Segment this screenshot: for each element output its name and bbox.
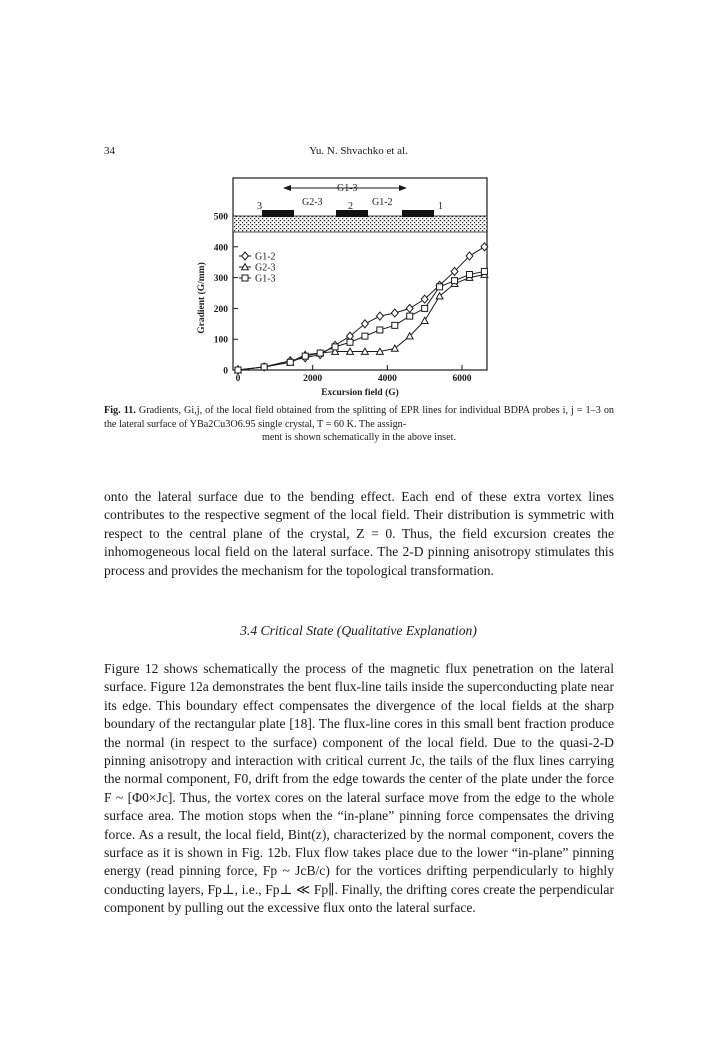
series-line	[238, 271, 484, 370]
legend-label: G2-3	[255, 262, 276, 274]
figure-caption	[104, 404, 614, 445]
caption-label: Fig. 11.	[104, 405, 136, 416]
data-point	[362, 320, 369, 328]
data-point	[302, 353, 308, 359]
crystal-surface	[233, 216, 487, 232]
data-point	[481, 268, 487, 274]
y-tick-label: 400	[213, 243, 228, 254]
body-paragraph-1: onto the lateral surface due to the bending effect. Each end of these extra vortex lines contributes to the respective segment of the local field. Their distribution is symmetric with respect to the central plane of the crystal, Z = 0. Thus, the field excursion creates the inhomogeneous local field on the lateral surface. The 2-D pinning anisotropy stimulates this process and provides the mechanism for the topological transformation.	[104, 489, 614, 578]
page-number: 34	[104, 145, 115, 157]
section-heading: 3.4 Critical State (Qualitative Explanation)	[240, 623, 477, 638]
arrow-right-icon	[399, 185, 407, 191]
data-point	[437, 284, 443, 290]
probe-label-2: 2	[348, 201, 353, 212]
probe-3-bar	[262, 210, 294, 217]
arrow-left-icon	[283, 185, 291, 191]
caption-last-line: ment is shown schematically in the above inset.	[261, 432, 457, 443]
running-head: Yu. N. Shvachko et al.	[309, 145, 408, 157]
x-axis-label: Excursion field (G)	[321, 388, 399, 398]
y-tick-label: 200	[213, 304, 228, 315]
data-point	[391, 309, 398, 317]
data-point	[362, 333, 368, 339]
inset-label-g13: G1-3	[337, 183, 358, 194]
x-tick-label: 2000	[303, 374, 323, 384]
legend-marker	[242, 275, 248, 281]
body-paragraph-2: Figure 12 shows schematically the process of the magnetic flux penetration on the lateral surface. Figure 12a demonstrates the bent flux-line tails inside the superconducting plate near its edge. This boundary effect compensates the divergence of the local fields at the sharp boundary of the rectangular plate [18]. The flux-line cores in this small bent fraction produce the normal (in respect to the surface) component of the local field. Due to the quasi-2-D pinning anisotropy and interaction with critical current Jc, the tails of the flux lines carrying the normal component, F0, drift from the edge towards the center of the plate under the force F ~ [Φ0×Jc]. Thus, the vortex cores on the lateral surface move from the edge to the whole surface area. The motion stops when the “in-plane” pinning force compensates the driving force. As a result, the local field, Bint(z), characterized by the normal component, covers the surface as it is shown in Fig. 12b. Flux flow takes place due to the lower “in-plane” pinning energy (read pinning force, Fp ~ JcB/c) for the vortices drifting perpendicularly to highly conducting layers, Fp⊥, i.e., Fp⊥ ≪ Fp∥. Finally, the drifting cores create the perpendicular component by pulling out the excessive flux onto the lateral surface.	[104, 661, 614, 916]
probe-label-1: 1	[438, 201, 443, 212]
legend-label: G1-3	[255, 273, 276, 285]
y-tick-label: 100	[213, 335, 228, 346]
data-point	[332, 344, 338, 350]
data-point	[317, 350, 323, 356]
y-tick-label: 0	[223, 366, 228, 377]
inset-schematic	[233, 183, 487, 232]
y-axis-label: Gradient (G/mm)	[197, 262, 207, 334]
probe-label-3: 3	[257, 201, 262, 212]
inset-label-g12: G1-2	[372, 197, 393, 208]
x-axis	[236, 365, 472, 384]
data-point	[421, 317, 428, 323]
legend-marker	[242, 252, 249, 260]
legend	[239, 252, 276, 285]
data-point	[407, 313, 413, 319]
series-line	[238, 275, 484, 370]
inset-label-g23: G2-3	[302, 197, 323, 208]
y-axis	[214, 213, 238, 377]
probe-1-bar	[402, 210, 434, 217]
data-point	[347, 339, 353, 345]
data-point	[377, 327, 383, 333]
x-tick-label: 4000	[377, 374, 397, 384]
data-point	[261, 364, 267, 370]
data-point	[466, 272, 472, 278]
series-g23	[235, 271, 488, 373]
x-tick-label: 6000	[452, 374, 472, 384]
x-tick-label: 0	[235, 374, 241, 384]
data-point	[287, 359, 293, 365]
data-point	[376, 312, 383, 320]
caption-text: Gradients, Gi,j, of the local field obtained from the splitting of EPR lines for individual BDPA probes i, j = 1–3 on the lateral surface of YBa2Cu3O6.95 single crystal, T = 60 K. The assign-	[104, 405, 615, 430]
y-tick-label: 500	[213, 212, 228, 223]
data-point	[392, 322, 398, 328]
data-point	[452, 278, 458, 284]
data-point	[406, 304, 413, 312]
legend-label: G1-2	[255, 251, 276, 263]
data-point	[422, 305, 428, 311]
y-tick-label: 300	[213, 274, 228, 285]
data-point	[235, 367, 241, 373]
